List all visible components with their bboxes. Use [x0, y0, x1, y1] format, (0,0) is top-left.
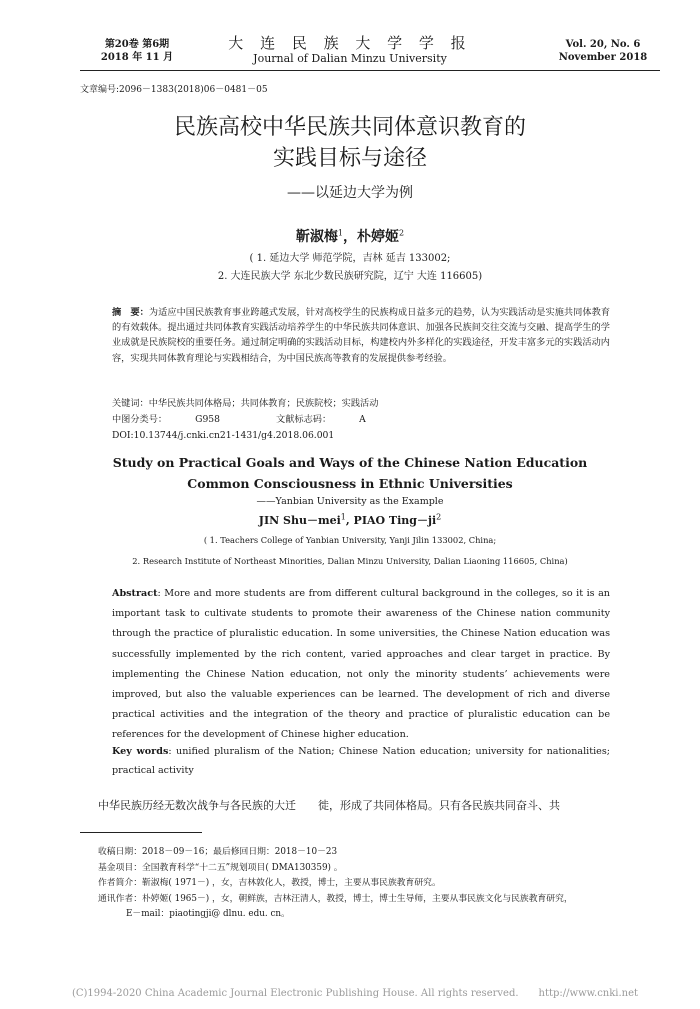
keywords-en-label: Key words [112, 746, 169, 757]
header-rule [80, 70, 660, 71]
footnotes [98, 845, 658, 923]
footnote-email: E－mail：piaotingji@ dlnu. edu. cn。 [126, 909, 290, 919]
journal-name-cn: 大 连 民 族 大 学 学 报 [228, 34, 472, 52]
body-text-first-line: 中华民族历经无数次战争与各民族的大迁 徙，形成了共同体格局。只有各民族共同奋斗、共 [98, 799, 560, 812]
footnote-funding: 基金项目：全国教育科学“十二五”规划项目( DMA130359) 。 [98, 862, 343, 873]
clc-code [112, 414, 248, 425]
abstract-en [112, 584, 610, 746]
keywords-en-text: : unified pluralism of the Nation; Chinese Nation education; university for nationalities; practical activity [112, 746, 610, 776]
footnote-received: 收稿日期：2018－09－16；最后修回日期：2018－10－23 [98, 847, 338, 857]
affiliations-en [80, 530, 620, 572]
footnote-author-bio: 作者简介：靳淑梅( 1971－) ，女，吉林敦化人，教授，博士，主要从事民族教育研究。 [98, 878, 441, 888]
affiliation-en-2: 2. Research Institute of Northeast Minorities, Dalian Minzu University, Dalian Liaoning 116605, China) [132, 556, 568, 566]
title-en [80, 452, 620, 494]
author-en-sep: , [345, 514, 354, 527]
article-number: 文章编号:2096－1383(2018)06－0481－05 [80, 85, 268, 95]
header-volume-issue-en [548, 38, 658, 64]
authors-en [80, 512, 620, 528]
keywords-cn-text: 中华民族共同体格局；共同体教育；民族院校；实践活动 [148, 398, 379, 409]
journal-name-en: Journal of Dalian Minzu University [253, 52, 447, 65]
clc-value: G958 [195, 414, 221, 425]
classification-line [112, 412, 422, 428]
footnote-rule [80, 832, 202, 833]
footnote-corresponding: 通讯作者：朴婷姬( 1965－) ，女，朝鲜族，吉林汪清人，教授，博士，博士生导师，主要从事民族文化与民族教育研究， [98, 893, 573, 904]
author-1-sup: 1 [337, 228, 343, 238]
affiliation-cn-1: ( 1. 延边大学 师范学院，吉林 延吉 133002; [249, 253, 451, 264]
title-cn-line-1: 民族高校中华民族共同体意识教育的 [173, 115, 526, 140]
subtitle-en: ——Yanbian University as the Example [256, 496, 444, 507]
abstract-en-text: : More and more students are from different cultural background in the colleges, so it is an important task to cultivate students to promote their awareness of the Chinese nation community through the practice of pluralistic education. In some universities, the Chinese Nation education was successfully implemented by the rich content, varied approaches and clear target in practice. By implementing the Chinese Nation education, not only the minority students’ achievements were improved, but also the valuable experiences can be learned. The development of rich and diverse practical activities and the integration of the theory and practice of pluralistic education can be references for the development of Chinese higher education. [112, 588, 610, 741]
keywords-cn-label: 关键词： [112, 398, 149, 409]
affiliation-en-1: ( 1. Teachers College of Yanbian University, Yanji Jilin 133002, China; [203, 535, 497, 545]
doi: DOI:10.13744/j.cnki.cn21-1431/g4.2018.06.001 [112, 430, 335, 441]
header-volume-en: Vol. 20, No. 6 [565, 39, 641, 50]
header-volume-issue [82, 38, 192, 64]
author-1-en: JIN Shu－mei [258, 514, 341, 527]
abstract-cn-text: 为适应中国民族教育事业跨越式发展，针对高校学生的民族构成日益多元的趋势，认为实践活动是实施共同体教育的有效载体。提出通过共同体教育实践活动培养学生的中华民族共同体意识、加强各民族间交往交流与交融、提高学生的学业成就是民族院校的重要任务。通过制定明确的实践活动目标，构建校内外多样化的实践途径，开发丰富多元的实践活动内容，实现共同体教育理论与实践相结合，为中国民族高等教育的发展提供参考经验。 [112, 307, 611, 364]
doc-value: A [359, 414, 366, 425]
author-2-en-sup: 2 [436, 512, 442, 522]
title-en-line-1: Study on Practical Goals and Ways of the Chinese Nation Education [112, 455, 588, 470]
title-cn-line-2: 实践目标与途径 [272, 146, 427, 171]
abstract-en-label: Abstract [112, 588, 158, 599]
header-journal [220, 34, 480, 66]
keywords-en [112, 742, 610, 780]
copyright-notice: (C)1994-2020 China Academic Journal Electronic Publishing House. All rights reserved. http://www.cnki.net [71, 988, 639, 999]
authors-cn [80, 226, 620, 246]
affiliation-cn-2: 2. 大连民族大学 东北少数民族研究院，辽宁 大连 116605) [217, 271, 483, 282]
affiliations-cn [80, 250, 620, 286]
title-cn [80, 112, 620, 174]
author-2-sup: 2 [399, 228, 405, 238]
author-2-cn: 朴婷姬 [357, 229, 399, 245]
doc-code [276, 414, 394, 425]
author-2-en: PIAO Ting－ji [353, 514, 437, 527]
author-sep: ， [343, 229, 357, 245]
author-1-cn: 靳淑梅 [295, 229, 338, 245]
header-date: 2018 年 11 月 [100, 52, 174, 63]
author-1-en-sup: 1 [340, 512, 346, 522]
doc-label: 文献标志码： [276, 414, 332, 425]
clc-label: 中图分类号： [112, 414, 168, 425]
header-volume: 第20卷 第6期 [104, 39, 170, 50]
header-date-en: November 2018 [558, 52, 648, 63]
abstract-cn [112, 305, 610, 366]
subtitle-cn: ——以延边大学为例 [287, 185, 413, 201]
title-en-line-2: Common Consciousness in Ethnic Universities [187, 476, 513, 491]
keywords-cn [112, 396, 378, 412]
abstract-cn-label: 摘 要： [112, 307, 149, 318]
